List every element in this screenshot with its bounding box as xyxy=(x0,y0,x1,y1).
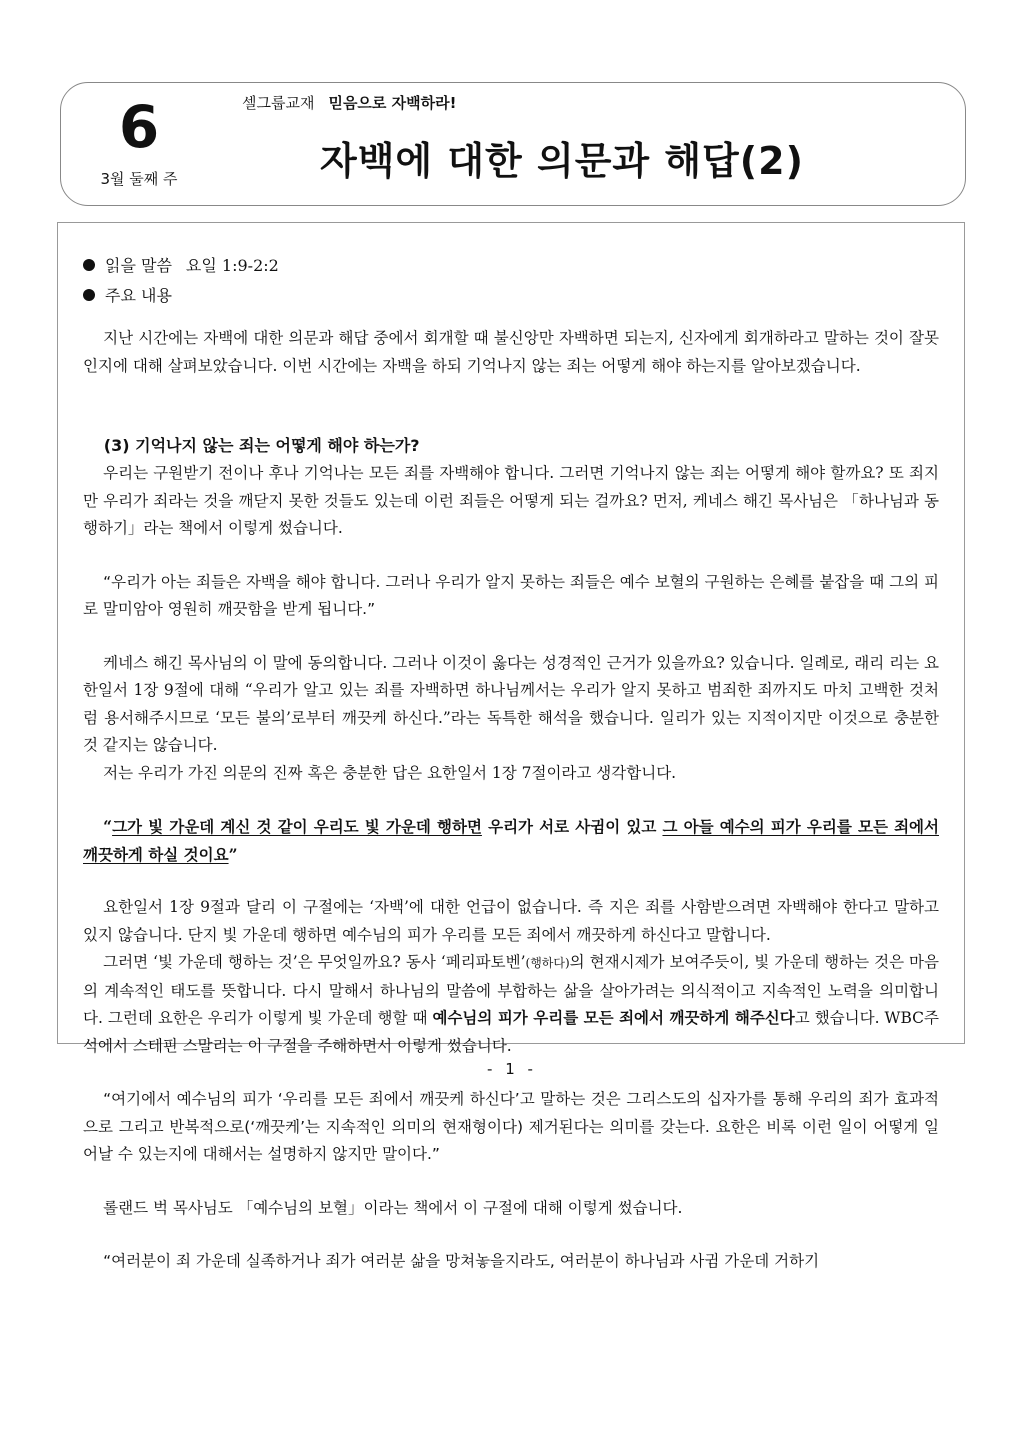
lesson-week: 3월 둘째 주 xyxy=(100,170,178,188)
paragraph-5-small: (행하다) xyxy=(525,956,570,970)
page-title: 자백에 대한 의문과 해답(2) xyxy=(320,139,804,183)
paragraph-5 xyxy=(83,949,939,1060)
series-label: 셀그룹교재 xyxy=(242,94,315,112)
quote-hagin: “우리가 아는 죄들은 자백을 해야 합니다. 그러나 우리가 알지 못하는 죄들은 예수 보혈의 구원하는 은혜를 붙잡을 때 그의 피로 말미암아 영원히 깨끗함을 받게 됩니다.” xyxy=(83,572,939,618)
verse-part-1: 그가 빛 가운데 계신 것 같이 우리도 빛 가운데 행하면 xyxy=(112,817,482,836)
bullet-icon xyxy=(83,289,95,301)
paragraph-5-c: 고 했습니다. WBC주석에서 스테핀 스말리는 이 구절을 주해하면서 이렇게 썼습니다. xyxy=(83,1009,940,1055)
intro-paragraph: 지난 시간에는 자백에 대한 의문과 해답 중에서 회개할 때 불신앙만 자백하면 되는지, 신자에게 회개하라고 말하는 것이 잘못인지에 대해 살펴보았습니다. 이번 시간에는 자백을 하되 기억나지 않는 죄는 어떻게 해야 하는지를 알아보겠습니다. xyxy=(83,329,939,375)
paragraph-5-bold: 예수님의 피가 우리를 모든 죄에서 깨끗하게 해주신다 xyxy=(432,1009,795,1027)
section-heading: (3) 기억나지 않는 죄는 어떻게 해야 하는가? xyxy=(103,436,420,455)
paragraph-5-a: 그러면 ‘빛 가운데 행하는 것’은 무엇일까요? 동사 ‘페리파토벤’ xyxy=(103,953,526,971)
series-line xyxy=(242,92,456,113)
lesson-number: 6 xyxy=(118,93,160,161)
verse-part-3: 그 아들 예수의 피가 우리를 모든 죄에서 깨끗하게 하실 것이요 xyxy=(83,817,939,864)
main-label: 주요 내용 xyxy=(105,286,172,305)
content-body xyxy=(83,251,939,1276)
page-number: - 1 - xyxy=(487,1060,537,1078)
bullet-icon xyxy=(83,259,95,271)
series-title: 믿음으로 자백하라! xyxy=(328,94,457,112)
reading-label: 읽을 말씀 xyxy=(105,256,172,275)
verse-quote xyxy=(83,813,939,868)
reading-ref: 요일 1:9-2:2 xyxy=(185,256,279,275)
quote-buck: “여러분이 죄 가운데 실족하거나 죄가 여러분 삶을 망쳐놓을지라도, 여러분이 하나님과 사귐 가운데 거하기 xyxy=(103,1252,820,1270)
quote-smalley: “여기에서 예수님의 피가 ‘우리를 모든 죄에서 깨끗케 하신다’고 말하는 것은 그리스도의 십자가를 통해 우리의 죄가 효과적으로 그리고 반복적으로(‘깨끗케’는 지속적인 의미의 현재형이다) 제거된다는 의미를 갖는다. 요한은 비록 이런 일이 어떻게 일어날 수 있는지에 대해서는 설명하지 않지만 말이다.” xyxy=(83,1090,939,1163)
paragraph-1: 우리는 구원받기 전이나 후나 기억나는 모든 죄를 자백해야 합니다. 그러면 기억나지 않는 죄는 어떻게 해야 할까요? 또 죄지만 우리가 죄라는 것을 깨닫지 못한 것들도 있는데 이런 죄들은 어떻게 되는 걸까요? 먼저, 케네스 해긴 목사님은 「하나님과 동행하기」라는 책에서 이렇게 썼습니다. xyxy=(83,464,939,537)
verse-part-2: 우리가 서로 사귐이 있고 xyxy=(481,817,663,836)
paragraph-5-b: 의 현재시제가 보여주듯이, 빛 가운데 행하는 것은 마음의 계속적인 태도를 뜻합니다. 다시 말해서 하나님의 말씀에 부합하는 삶을 살아가려는 의식적이고 지속적인 노력을 의미합니다. 그런데 요한은 우리가 이렇게 빛 가운데 행할 때 xyxy=(83,953,939,1027)
paragraph-6: 롤랜드 벅 목사님도 「예수님의 보혈」이라는 책에서 이 구절에 대해 이렇게 썼습니다. xyxy=(103,1198,683,1217)
verse-close: ” xyxy=(228,844,238,864)
reading-bullet xyxy=(83,251,939,281)
main-bullet xyxy=(83,281,939,311)
paragraph-3: 저는 우리가 가진 의문의 진짜 혹은 충분한 답은 요한일서 1장 7절이라고 생각합니다. xyxy=(103,763,677,782)
verse-open: “ xyxy=(103,817,113,836)
content-box xyxy=(57,222,965,1270)
paragraph-2: 케네스 해긴 목사님의 이 말에 동의합니다. 그러나 이것이 옳다는 성경적인 근거가 있을까요? 있습니다. 일례로, 래리 리는 요한일서 1장 9절에 대해 “우리가 알고 있는 죄를 자백하면 하나님께서는 우리가 알지 못하고 범죄한 죄까지도 마치 고백한 것처럼 용서해주시므로 ‘모든 불의’로부터 깨끗케 하신다.”라는 독특한 해석을 했습니다. 일리가 있는 지적이지만 이것으로 충분한 것 같지는 않습니다. xyxy=(83,653,939,754)
paragraph-4: 요한일서 1장 9절과 달리 이 구절에는 ‘자백’에 대한 언급이 없습니다. 즉 지은 죄를 사함받으려면 자백해야 한다고 말하고 있지 않습니다. 단지 빛 가운데 행하면 예수님의 피가 우리를 모든 죄에서 깨끗하게 하신다고 말합니다. xyxy=(83,898,939,944)
